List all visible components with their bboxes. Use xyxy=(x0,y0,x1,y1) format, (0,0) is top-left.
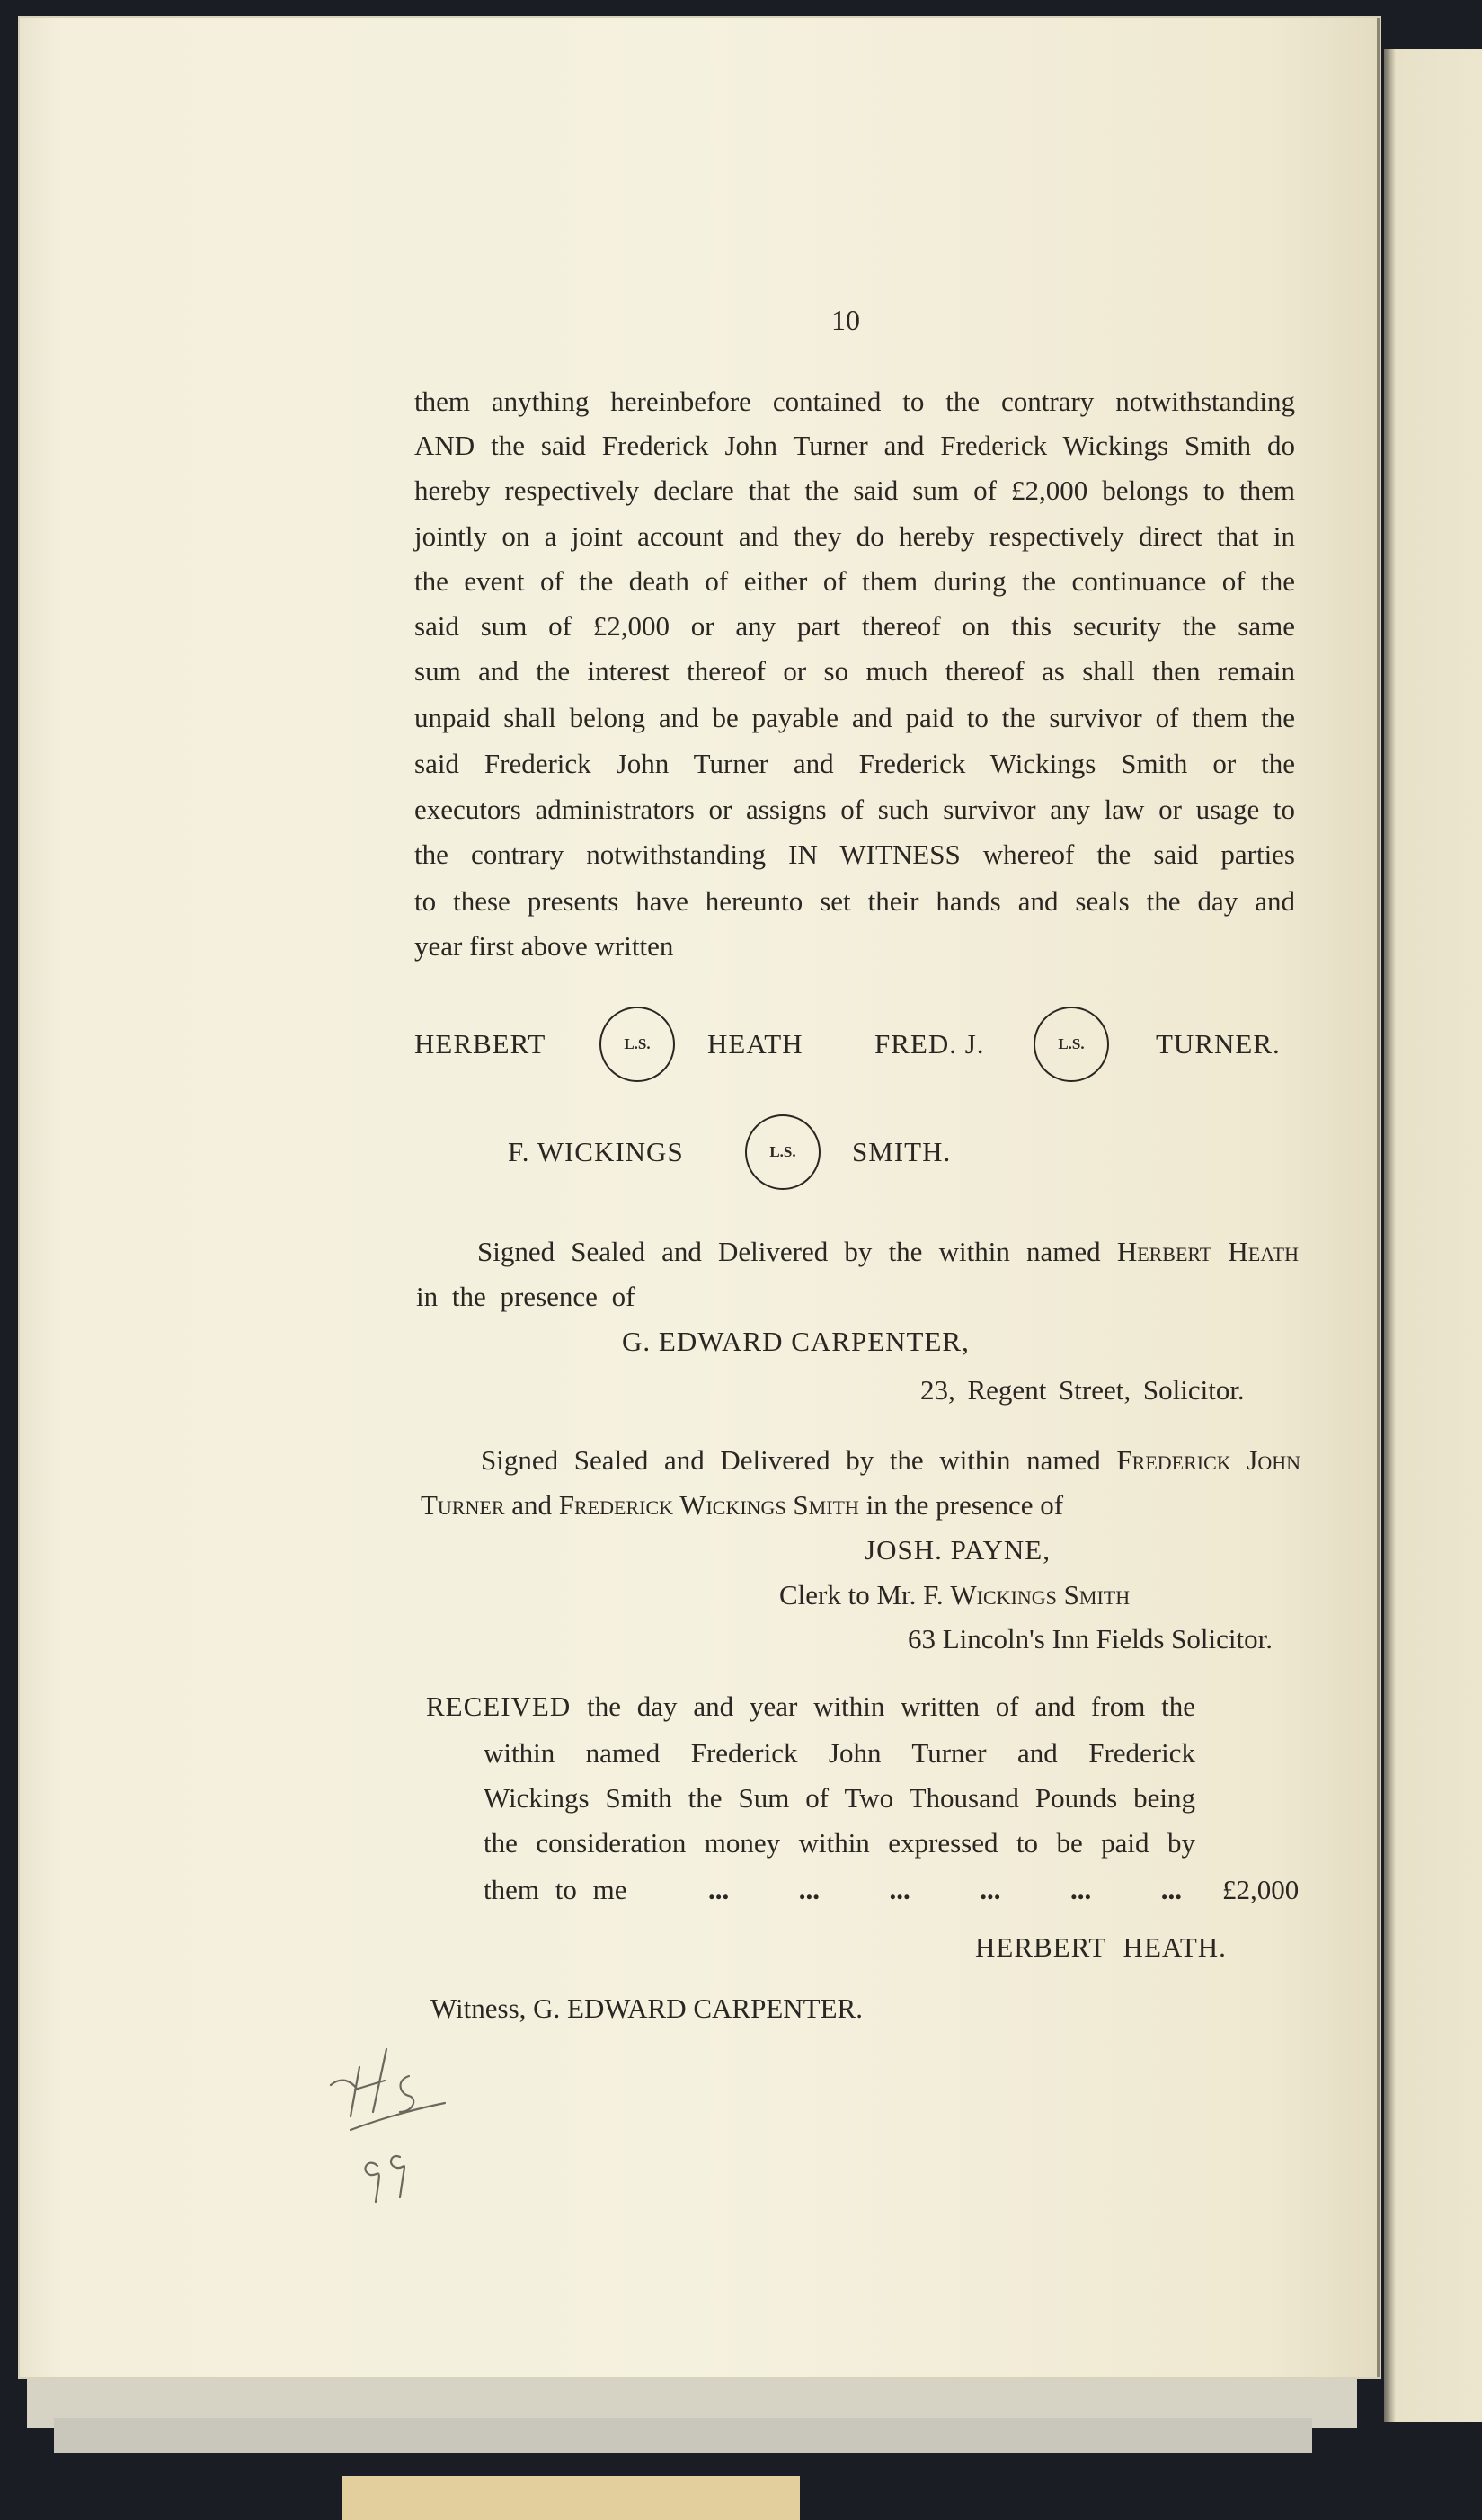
signature-herbert: HERBERT xyxy=(414,1028,546,1060)
body-line: the contrary notwithstanding IN WITNESS whereof the said parties xyxy=(414,839,1295,870)
attest-name: Herbert Heath xyxy=(1116,1236,1299,1267)
receipt-lead: RECEIVED xyxy=(426,1690,572,1722)
body-line: unpaid shall belong and be payable and paid to the survivor of them the xyxy=(414,702,1295,733)
receipt-witness: Witness, G. EDWARD CARPENTER. xyxy=(430,1992,863,2024)
signature-turner: TURNER. xyxy=(1156,1028,1281,1060)
signature-heath: HEATH xyxy=(707,1028,803,1060)
attest-line: in the presence of xyxy=(416,1281,635,1312)
leader-dots: ... ... ... ... ... ... xyxy=(708,1874,1182,1905)
body-line: to these presents have hereunto set their hands and seals the day and xyxy=(414,885,1295,917)
facing-page-edge xyxy=(1384,49,1482,2422)
pencil-annotation xyxy=(324,2040,467,2211)
receipt-line xyxy=(426,1689,1195,1725)
body-line: hereby respectively declare that the said sum of £2,000 belongs to them xyxy=(414,475,1295,506)
pencil-stroke xyxy=(391,2156,404,2197)
clerk-text: Clerk to Mr. F. xyxy=(779,1579,944,1610)
seal-circle: L.S. xyxy=(745,1114,821,1190)
attest-name: Frederick John xyxy=(1116,1444,1301,1476)
witness-name: JOSH. PAYNE, xyxy=(865,1534,1051,1566)
body-line: them anything hereinbefore contained to the contrary notwithstanding xyxy=(414,386,1295,417)
receipt-signer: HERBERT HEATH. xyxy=(975,1931,1227,1963)
seal-circle: L.S. xyxy=(1034,1007,1109,1082)
witness-address: 63 Lincoln's Inn Fields Solicitor. xyxy=(908,1623,1273,1655)
signature-smith: SMITH. xyxy=(852,1136,952,1167)
clerk-name: Wickings Smith xyxy=(950,1579,1131,1610)
body-line: the event of the death of either of them during the continuance of the xyxy=(414,565,1295,597)
signature-wickings: F. WICKINGS xyxy=(508,1136,684,1167)
body-line: year first above written xyxy=(414,930,674,962)
witness-address: 23, Regent Street, Solicitor. xyxy=(920,1374,1245,1406)
receipt-amount: £2,000 xyxy=(1222,1874,1300,1905)
attest-text: Signed Sealed and Delivered by the within named xyxy=(481,1444,1101,1476)
attest-text: and xyxy=(511,1489,553,1521)
pencil-stroke xyxy=(366,2163,379,2202)
body-line: executors administrators or assigns of such survivor any law or usage to xyxy=(414,794,1295,825)
receipt-line: them to me xyxy=(484,1874,627,1905)
attest-name: Turner xyxy=(421,1489,505,1521)
body-line: sum and the interest thereof or so much thereof as shall then remain xyxy=(414,655,1295,687)
pencil-stroke xyxy=(351,2049,386,2116)
attest-name: Frederick Wickings Smith xyxy=(558,1489,859,1521)
body-line: said Frederick John Turner and Frederick Wickings Smith or the xyxy=(414,748,1295,779)
pencil-stroke xyxy=(400,2076,413,2112)
attest-text: Signed Sealed and Delivered by the within named xyxy=(477,1236,1101,1267)
receipt-line: Wickings Smith the Sum of Two Thousand Pounds being xyxy=(484,1782,1195,1814)
attest-line xyxy=(421,1487,1063,1523)
attest-text: in the presence of xyxy=(865,1489,1064,1521)
seal-circle: L.S. xyxy=(599,1007,675,1082)
underlying-sheet xyxy=(54,2418,1312,2453)
witness-title xyxy=(779,1577,1130,1613)
receipt-line: the consideration money within expressed to be paid by xyxy=(484,1827,1195,1859)
witness-name: G. EDWARD CARPENTER, xyxy=(622,1326,970,1357)
body-line: AND the said Frederick John Turner and Frederick Wickings Smith do xyxy=(414,430,1295,461)
pencil-stroke xyxy=(331,2081,358,2090)
pencil-stroke xyxy=(351,2103,445,2130)
attest-line xyxy=(477,1234,1299,1270)
binding-tape xyxy=(342,2476,800,2520)
body-line: said sum of £2,000 or any part thereof on this security the same xyxy=(414,610,1295,642)
body-line: jointly on a joint account and they do hereby respectively direct that in xyxy=(414,520,1295,552)
receipt-text: the day and year within written of and from the xyxy=(587,1690,1195,1722)
page-number: 10 xyxy=(831,304,860,336)
signature-fred: FRED. J. xyxy=(874,1028,985,1060)
receipt-line: within named Frederick John Turner and Frederick xyxy=(484,1737,1195,1769)
attest-line xyxy=(481,1442,1300,1478)
